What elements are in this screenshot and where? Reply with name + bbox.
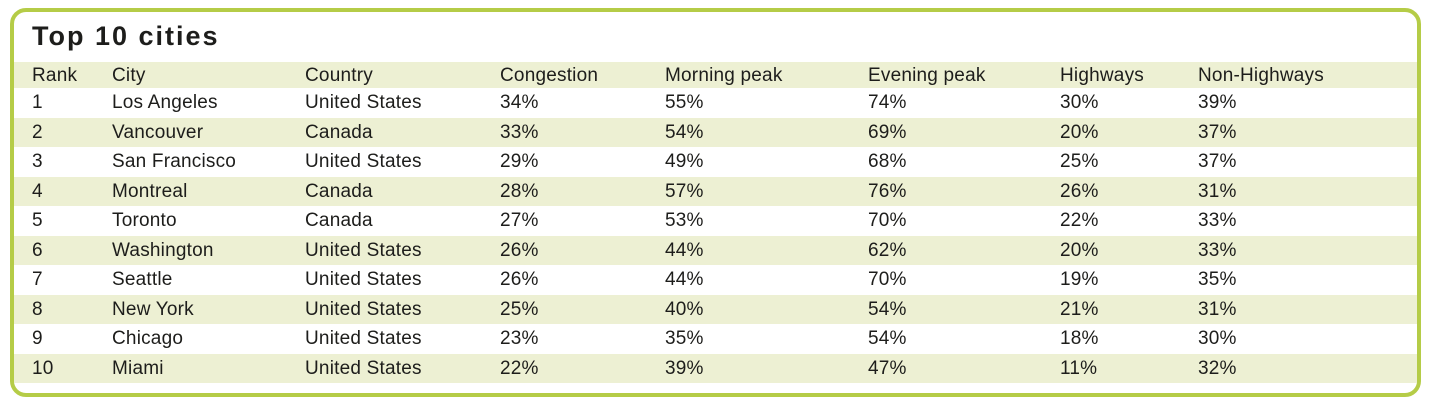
cell-country: United States (305, 270, 422, 290)
cell-country: United States (305, 240, 422, 260)
top-cities-panel (10, 8, 1421, 397)
cell-country: United States (305, 299, 422, 319)
cell-rank: 9 (32, 329, 43, 349)
cell-city: Miami (112, 358, 164, 378)
cell-city: New York (112, 299, 194, 319)
cell-morning-peak: 54% (665, 122, 704, 142)
top-cities-table (14, 62, 1417, 383)
column-header-evening-peak: Evening peak (868, 65, 986, 85)
table-row (14, 265, 1417, 295)
table-row (14, 118, 1417, 148)
cell-morning-peak: 57% (665, 181, 704, 201)
table-row (14, 177, 1417, 207)
cell-country: Canada (305, 181, 373, 201)
cell-morning-peak: 44% (665, 270, 704, 290)
cell-morning-peak: 40% (665, 299, 704, 319)
cell-non-highways: 39% (1198, 93, 1237, 113)
cell-evening-peak: 70% (868, 270, 907, 290)
cell-non-highways: 33% (1198, 211, 1237, 231)
column-header-congestion: Congestion (500, 65, 599, 85)
column-header-morning-peak: Morning peak (665, 65, 783, 85)
column-header-non-highways: Non-Highways (1198, 65, 1324, 85)
cell-country: United States (305, 358, 422, 378)
cell-non-highways: 32% (1198, 358, 1237, 378)
cell-city: Chicago (112, 329, 184, 349)
cell-non-highways: 30% (1198, 329, 1237, 349)
cell-evening-peak: 47% (868, 358, 907, 378)
table-row (14, 147, 1417, 177)
cell-highways: 19% (1060, 270, 1099, 290)
cell-highways: 25% (1060, 152, 1099, 172)
cell-evening-peak: 54% (868, 329, 907, 349)
cell-highways: 26% (1060, 181, 1099, 201)
cell-rank: 5 (32, 211, 43, 231)
cell-congestion: 26% (500, 240, 539, 260)
cell-congestion: 27% (500, 211, 539, 231)
cell-rank: 1 (32, 93, 43, 113)
cell-evening-peak: 54% (868, 299, 907, 319)
cell-city: Los Angeles (112, 93, 218, 113)
cell-morning-peak: 35% (665, 329, 704, 349)
cell-rank: 6 (32, 240, 43, 260)
cell-congestion: 28% (500, 181, 539, 201)
cell-non-highways: 35% (1198, 270, 1237, 290)
cell-country: United States (305, 93, 422, 113)
cell-rank: 3 (32, 152, 43, 172)
cell-country: United States (305, 152, 422, 172)
cell-congestion: 34% (500, 93, 539, 113)
cell-city: San Francisco (112, 152, 237, 172)
cell-highways: 22% (1060, 211, 1099, 231)
cell-city: Toronto (112, 211, 177, 231)
cell-evening-peak: 62% (868, 240, 907, 260)
cell-non-highways: 37% (1198, 152, 1237, 172)
table-row (14, 295, 1417, 325)
cell-country: United States (305, 329, 422, 349)
cell-highways: 30% (1060, 93, 1099, 113)
table-row (14, 324, 1417, 354)
cell-congestion: 25% (500, 299, 539, 319)
cell-evening-peak: 69% (868, 122, 907, 142)
cell-rank: 8 (32, 299, 43, 319)
cell-morning-peak: 55% (665, 93, 704, 113)
cell-non-highways: 33% (1198, 240, 1237, 260)
cell-city: Montreal (112, 181, 188, 201)
cell-country: Canada (305, 122, 373, 142)
cell-rank: 7 (32, 270, 43, 290)
cell-highways: 20% (1060, 122, 1099, 142)
column-header-country: Country (305, 65, 373, 85)
column-header-city: City (112, 65, 146, 85)
cell-highways: 11% (1060, 358, 1098, 378)
cell-city: Vancouver (112, 122, 204, 142)
column-header-highways: Highways (1060, 65, 1144, 85)
cell-city: Washington (112, 240, 214, 260)
cell-morning-peak: 39% (665, 358, 704, 378)
cell-non-highways: 31% (1198, 181, 1237, 201)
cell-highways: 20% (1060, 240, 1099, 260)
table-header-row (14, 62, 1417, 88)
table-row (14, 354, 1417, 384)
column-header-rank: Rank (32, 65, 78, 85)
cell-congestion: 22% (500, 358, 539, 378)
table-body (14, 88, 1417, 383)
cell-morning-peak: 53% (665, 211, 704, 231)
cell-highways: 18% (1060, 329, 1099, 349)
cell-non-highways: 31% (1198, 299, 1237, 319)
cell-non-highways: 37% (1198, 122, 1237, 142)
cell-country: Canada (305, 211, 373, 231)
table-row (14, 236, 1417, 266)
cell-evening-peak: 74% (868, 93, 907, 113)
cell-congestion: 33% (500, 122, 539, 142)
cell-evening-peak: 70% (868, 211, 907, 231)
cell-congestion: 29% (500, 152, 539, 172)
cell-congestion: 23% (500, 329, 539, 349)
cell-rank: 4 (32, 181, 43, 201)
cell-morning-peak: 44% (665, 240, 704, 260)
cell-evening-peak: 76% (868, 181, 907, 201)
cell-rank: 10 (32, 358, 54, 378)
cell-highways: 21% (1060, 299, 1099, 319)
cell-congestion: 26% (500, 270, 539, 290)
cell-evening-peak: 68% (868, 152, 907, 172)
cell-morning-peak: 49% (665, 152, 704, 172)
table-row (14, 88, 1417, 118)
table-title: Top 10 cities (32, 21, 220, 51)
cell-rank: 2 (32, 122, 43, 142)
cell-city: Seattle (112, 270, 173, 290)
table-row (14, 206, 1417, 236)
